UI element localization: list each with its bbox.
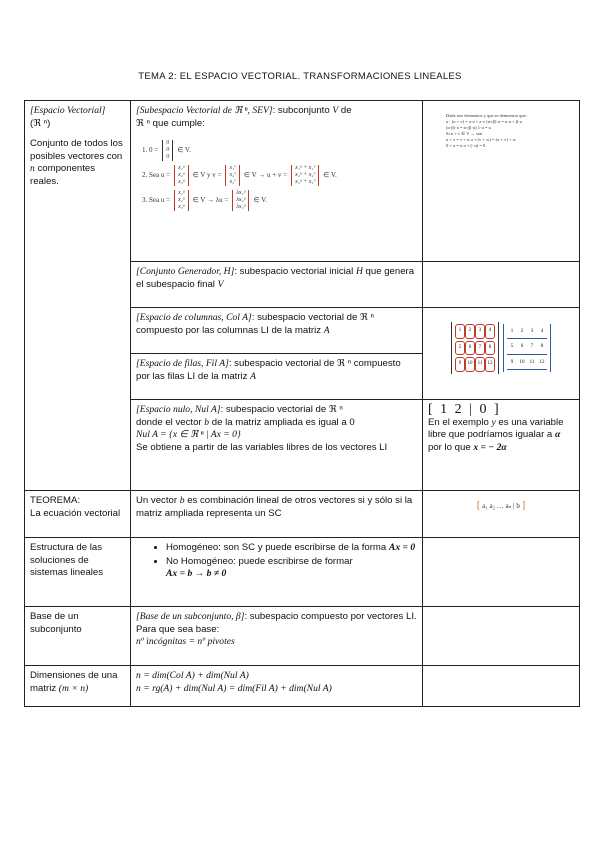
teo-b: b [179,495,185,506]
matrix-entry: 2 [517,326,527,340]
vec-entry: x₂ᵘ + x₂ᵛ [295,172,316,178]
ev-n: n [30,163,35,174]
ev-desc-end: componentes reales. [30,163,96,187]
matrix-entry: 5 [455,341,465,356]
fil-text1: : subespacio vectorial de [228,358,335,369]
sev-eq2-mid2: ∈ V → u + v = [243,171,288,180]
sev-side-line: u + v = v + u u + (v + w) = (u + v) + w [446,137,516,142]
dim-label: Dimensiones de una matriz [30,670,118,694]
ev-label: [Espacio Vectorial] [30,105,106,116]
teo-label1: TEOREMA: [30,495,81,506]
sev-head: [Subespacio Vectorial de ℜ ⁿ, SEV] [136,105,273,116]
dim-eq1: n = dim(Col A) + dim(Nul A) [136,670,249,681]
nul-text1: : subespacio vectorial de [220,404,327,415]
sev-eq1 [142,140,417,161]
vec-entry: 0 [166,140,170,146]
sev-eq3-u [174,190,189,211]
dim-eq2: n = rg(A) + dim(Nul A) = dim(Fil A) + dim(Nul A) [136,682,332,694]
sev-eq3-text: 3. Sea u = [142,196,171,205]
sev-v: V [332,105,339,116]
sev-eq1-text: 1. 0 = [142,146,159,155]
fil-head: [Espacio de filas, Fil A] [136,358,229,369]
matrix-entry: 6 [517,341,527,355]
vec-entry: x₃ᵘ [178,204,185,210]
matrix-entry: 6 [465,341,475,356]
cell-espacio-vectorial [25,101,131,491]
cell-estructura-label: Estructura de las soluciones de sistemas lineales [25,538,131,607]
sev-eq3-l [232,190,249,211]
base-text1: : subespacio compuesto por vectores LI. Para que sea base: [136,611,417,635]
col-text1: : subespacio vectorial de [251,312,358,323]
sev-head-text: : subconjunto [272,105,330,116]
page-title: TEMA 2: EL ESPACIO VECTORIAL. TRANSFORMACIONES LINEALES [138,71,462,82]
vec-entry: x₁ᵘ [178,190,185,196]
cell-nul-side [423,400,580,491]
sev-eq2 [142,165,417,186]
cell-dim-label [25,666,131,707]
cell-base-label: Base de un subconjunto [25,607,131,666]
sev-side-line: Dada tres elementos y que se demuestra que: [446,113,527,118]
gen-text1: : subespacio vectorial inicial [234,266,354,277]
sev-eq1-end: ∈ V. [177,146,191,155]
est-b1: Homogéneo: son SC y puede escribirse de la forma [166,542,387,553]
sev-eq3-end: ∈ V. [253,196,268,205]
vec-entry: x₃ᵘ [178,179,185,185]
matrix-entry: 9 [455,357,465,372]
ev-symbol: (ℜ ⁿ) [30,117,51,129]
cell-base [131,607,423,666]
cell-sev-side [423,101,580,262]
sev-sym: ℜ ⁿ [136,117,150,129]
cell-teorema [131,491,423,538]
gen-v: V [217,278,224,290]
cell-generador-side [423,262,580,308]
matrix-entry: 1 [507,326,517,340]
vec-entry: x₁ᵘ + x₁ᵛ [295,165,316,171]
col-a: A [323,324,330,336]
vec-entry: x₂ᵘ [178,197,185,203]
matrix-entry: 1 [455,324,465,339]
matrix-entry: 7 [475,341,485,356]
gen-text2: que genera el subespacio final [136,266,415,290]
matrix-entry: 12 [537,357,547,371]
cell-estructura-side [423,538,580,607]
vec-entry: 0 [166,147,170,153]
cell-fil [131,354,423,400]
col-sym: ℜ ⁿ [360,312,374,323]
cell-dim [131,666,423,707]
col-head: [Espacio de columnas, Col A] [136,312,252,323]
vec-entry: x₂ᵘ [178,172,185,178]
dim-label-math: (m × n) [58,682,89,694]
est-b1-eq: Ax = 0 [388,542,416,553]
matrix-entry: 4 [485,324,495,339]
fil-sym: ℜ ⁿ [337,358,352,369]
matrix-entry: 8 [485,341,495,356]
vec-entry: λx₃ᵘ [236,204,246,210]
row-matrix [503,324,551,373]
cell-col-fil-side [423,308,580,400]
nul-b: b [204,416,210,428]
matrix-entry: 3 [475,324,485,339]
teo-text1: Un vector [136,495,178,506]
vec-entry: λx₁ᵘ [236,190,246,196]
list-item [166,542,417,555]
cell-generador [131,262,423,308]
nul-sym: ℜ ⁿ [328,404,343,415]
matrix-entry: 11 [527,357,537,371]
nul-text2b: de la matriz ampliada es igual a 0 [211,416,355,428]
nul-side-text3: por lo que [428,441,471,453]
matrix-entry: 10 [465,357,475,372]
table-row [25,491,580,538]
nul-head: [Espacio nulo, Nul A] [136,404,221,415]
ev-desc: Conjunto de todos los posibles vectores con [30,138,123,162]
matrix-entry: 5 [507,341,517,355]
vec-entry: 0 [166,154,170,160]
nul-set: Nul A = {x ∈ ℜ ⁿ | Ax = 0} [136,429,241,440]
cell-base-side [423,607,580,666]
cell-teorema-side [423,491,580,538]
cell-sev [131,101,423,262]
vec-entry: x₂ᵛ [229,172,236,178]
cell-col [131,308,423,354]
sev-side-line: a · (u + v) = a·u + a·v (α+β)·u = α·u + β·u [446,119,522,124]
column-matrix [451,322,499,374]
sev-side-line: Si u + v ∈ V → son [446,131,483,136]
base-eq: nº incógnitas = nº pivotes [136,636,235,647]
list-item [166,556,417,581]
table-row [25,538,580,607]
nul-side-y: y [491,416,496,428]
sev-de: de [340,105,352,116]
nul-text2a: donde el vector [136,416,202,428]
nul-text3: Se obtiene a partir de las variables libres de los vectores LI [136,441,388,453]
col-text2: compuesto por las columnas LI de la matriz [136,324,322,336]
table-row [25,666,580,707]
sev-eq2-mid: ∈ V y v = [192,171,222,180]
sev-eq2-sum [291,165,319,186]
matrix-entry: 7 [527,341,537,355]
sev-eq1-vector [162,140,173,161]
sev-eq2-v [225,165,239,186]
vec-entry: λx₂ᵘ [236,197,246,203]
vec-entry: x₁ᵘ [178,165,185,171]
matrix-entry: 10 [517,357,527,371]
aug-open: [ [476,499,481,511]
matrix-entry: 9 [507,357,517,371]
cell-dim-side [423,666,580,707]
table-row [25,101,580,262]
cell-teorema-label [25,491,131,538]
teo-label2: La ecuación vectorial [30,507,121,519]
teo-text2: es combinación lineal de otros vectores si y sólo si la matriz ampliada representa un SC [136,495,413,519]
sev-eq3 [142,190,417,211]
matrix-entry: 11 [475,357,485,372]
nul-side-alpha: α [554,429,561,440]
matrix-entry: 12 [485,357,495,372]
cell-nul [131,400,423,491]
aug-content: a₁ a₂ … aₙ | b [482,502,520,510]
nul-side-eq: x = − 2α [473,441,507,453]
sev-eq2-u [174,165,189,186]
sev-eq2-end: ∈ V. [323,171,337,180]
gen-head: [Conjunto Generador, H] [136,266,235,277]
sev-side-line: 0 + u = u u + (−u) = 0 [446,143,486,148]
cell-estructura [131,538,423,607]
matrix-entry: 4 [537,326,547,340]
sev-eq3-mid: ∈ V → λu = [192,196,229,205]
vec-entry: x₃ᵛ [229,179,236,185]
est-b2: No Homogéneo: puede escribirse de formar [166,555,353,567]
base-head: [Base de un subconjunto, β] [136,611,245,622]
nul-side-text2: es una variable libre que podríamos igualar a [428,416,564,440]
vec-entry: x₁ᵛ [229,165,236,171]
sev-eq2-text: 2. Sea u = [142,171,171,180]
fil-text2: compuesto por las filas LI de la matriz [136,358,401,382]
sev-side-line: (α·β)·u = α·(β·u) 1·u = u [446,125,491,130]
matrix-entry: 2 [465,324,475,339]
nul-side-matrix: [ 1 2 | 0 ] [428,402,501,417]
sev-line2: que cumple: [152,117,205,129]
matrix-entry: 8 [537,341,547,355]
aug-close: ] [521,499,526,511]
nul-side-text: En el exemplo [428,416,489,428]
vec-entry: x₃ᵘ + x₃ᵛ [295,179,316,185]
est-b2-eq: Ax = b → b ≠ 0 [166,568,227,579]
gen-h: H [355,266,363,277]
table-row [25,607,580,666]
summary-table [24,100,580,707]
augmented-matrix [428,499,574,513]
fil-a: A [250,370,256,382]
matrix-entry: 3 [527,326,537,340]
